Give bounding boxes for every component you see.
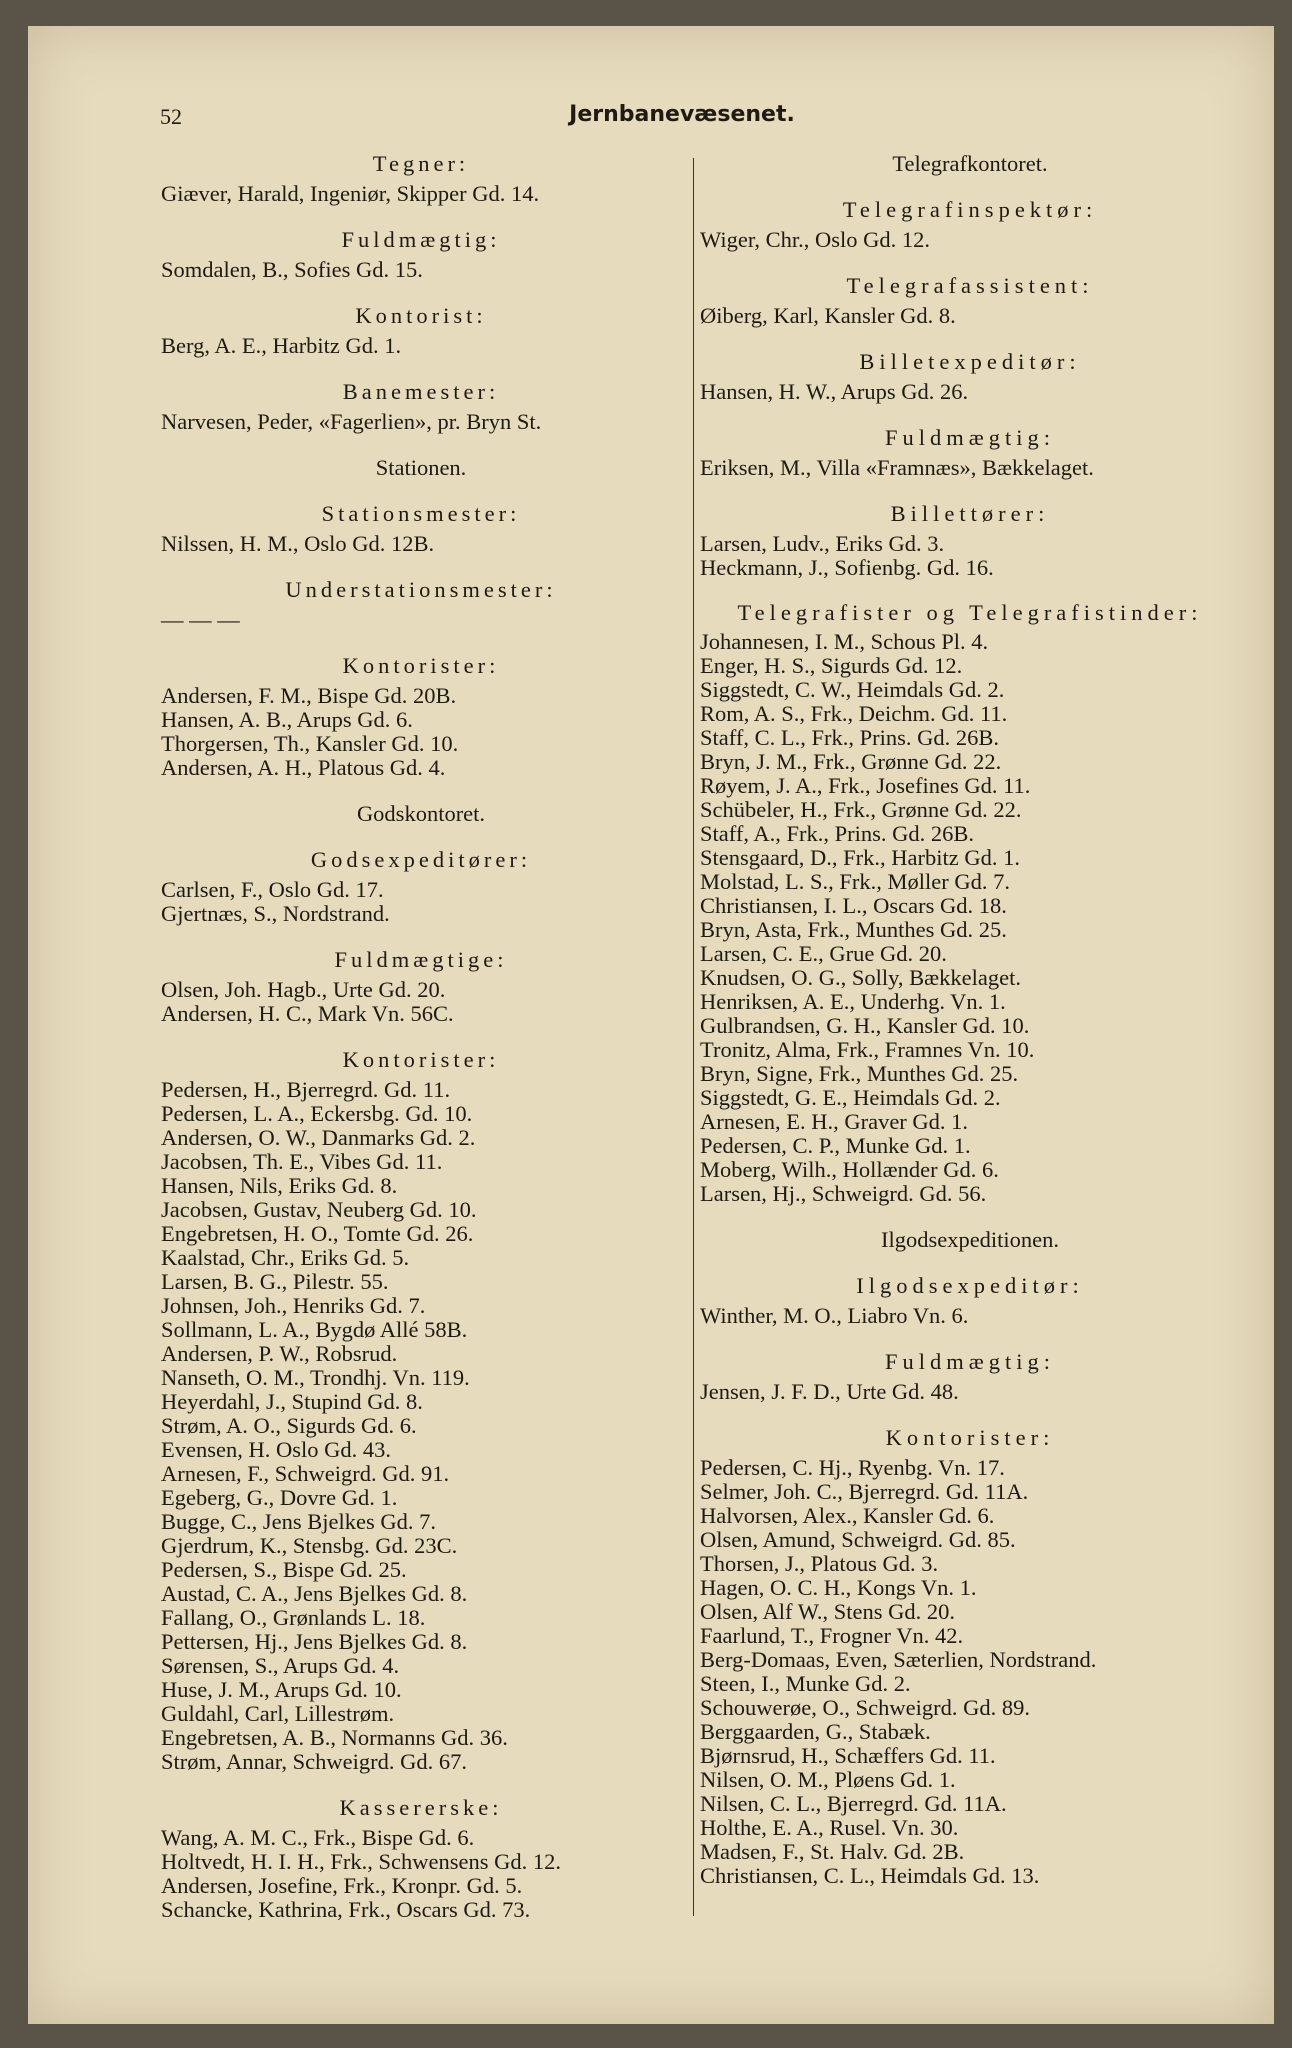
directory-section [700,1274,1240,1328]
directory-entry: Johnsen, Joh., Henriks Gd. 7. [161,1293,426,1318]
department-heading: Telegrafkontoret. [892,151,1048,176]
directory-entry: Jacobsen, Gustav, Neuberg Gd. 10. [161,1197,477,1222]
directory-entry: Giæver, Harald, Ingeniør, Skipper Gd. 14. [161,181,540,206]
left-column [161,152,681,1922]
directory-entry: Bugge, C., Jens Bjelkes Gd. 7. [161,1509,436,1534]
position-heading: Fuldmægtig: [341,227,501,252]
directory-entry: Enger, H. S., Sigurds Gd. 12. [700,653,963,678]
directory-section [161,948,681,1026]
directory-entry: Tronitz, Alma, Frk., Framnes Vn. 10. [700,1037,1035,1062]
directory-entry: Berg, A. E., Harbitz Gd. 1. [161,333,402,358]
directory-entry: Bryn, J. M., Frk., Grønne Gd. 22. [700,749,1002,774]
directory-entry: Bryn, Signe, Frk., Munthes Gd. 25. [700,1061,1019,1086]
directory-entry: Olsen, Joh. Hagb., Urte Gd. 20. [161,977,446,1002]
position-heading: Kontorister: [342,653,500,678]
directory-entry: Andersen, O. W., Danmarks Gd. 2. [161,1125,476,1150]
directory-entry: Siggstedt, G. E., Heimdals Gd. 2. [700,1085,1001,1110]
directory-entry: Molstad, L. S., Frk., Møller Gd. 7. [700,869,1011,894]
directory-section [161,502,681,556]
directory-entry: Sørensen, S., Arups Gd. 4. [161,1653,400,1678]
directory-entry: Austad, C. A., Jens Bjelkes Gd. 8. [161,1581,468,1606]
directory-entry: Schancke, Kathrina, Frk., Oscars Gd. 73. [161,1897,531,1922]
directory-section [700,602,1240,1206]
directory-entry: Larsen, C. E., Grue Gd. 20. [700,941,947,966]
position-heading: Telegrafassistent: [846,273,1094,298]
directory-entry: Larsen, B. G., Pilestr. 55. [161,1269,389,1294]
directory-entry: Steen, I., Munke Gd. 2. [700,1671,911,1696]
directory-entry: Hansen, Nils, Eriks Gd. 8. [161,1173,398,1198]
directory-entry: Wiger, Chr., Oslo Gd. 12. [700,227,931,252]
directory-entry: Bjørnsrud, H., Schæffers Gd. 11. [700,1743,996,1768]
directory-entry: Stensgaard, D., Frk., Harbitz Gd. 1. [700,845,1020,870]
column-divider [693,158,694,1916]
directory-entry: Evensen, H. Oslo Gd. 43. [161,1437,391,1462]
position-heading: Billetexpeditør: [859,349,1081,374]
position-heading: Telegrafinspektør: [842,197,1098,222]
page-header [132,104,1232,144]
directory-entry: Andersen, P. W., Robsrud. [161,1341,398,1366]
directory-entry: Egeberg, G., Dovre Gd. 1. [161,1485,398,1510]
directory-entry: Christiansen, I. L., Oscars Gd. 18. [700,893,1007,918]
directory-section [700,426,1240,480]
directory-entry: Guldahl, Carl, Lillestrøm. [161,1701,395,1726]
directory-entry: Berg-Domaas, Even, Sæterlien, Nordstrand. [700,1647,1097,1672]
directory-entry: Jensen, J. F. D., Urte Gd. 48. [700,1379,959,1404]
directory-entry: Øiberg, Karl, Kansler Gd. 8. [700,303,956,328]
directory-section [161,1048,681,1774]
right-column [700,152,1240,1888]
directory-entry: Olsen, Alf W., Stens Gd. 20. [700,1599,956,1624]
directory-entry: Larsen, Ludv., Eriks Gd. 3. [700,531,945,556]
directory-section [161,802,681,826]
directory-entry: Holtvedt, H. I. H., Frk., Schwensens Gd. 12. [161,1849,561,1874]
directory-entry: Schübeler, H., Frk., Grønne Gd. 22. [700,797,1022,822]
directory-section [700,350,1240,404]
directory-section [161,848,681,926]
directory-entry: Nanseth, O. M., Trondhj. Vn. 119. [161,1365,470,1390]
directory-entry: Halvorsen, Alex., Kansler Gd. 6. [700,1503,995,1528]
department-heading: Stationen. [375,455,467,480]
directory-entry: Carlsen, F., Oslo Gd. 17. [161,877,384,902]
position-heading: Kontorister: [342,1047,500,1072]
directory-entry: Johannesen, I. M., Schous Pl. 4. [700,629,989,654]
directory-entry: Arnesen, E. H., Graver Gd. 1. [700,1109,969,1134]
directory-entry: Selmer, Joh. C., Bjerregrd. Gd. 11A. [700,1479,1029,1504]
directory-entry: Engebretsen, H. O., Tomte Gd. 26. [161,1221,474,1246]
directory-entry: Andersen, H. C., Mark Vn. 56C. [161,1001,454,1026]
directory-entry: Huse, J. M., Arups Gd. 10. [161,1677,402,1702]
directory-entry: Hansen, A. B., Arups Gd. 6. [161,707,413,732]
directory-entry: Schouwerøe, O., Schweigrd. Gd. 89. [700,1695,1030,1720]
directory-entry: Sollmann, L. A., Bygdø Allé 58B. [161,1317,468,1342]
directory-entry: Pedersen, L. A., Eckersbg. Gd. 10. [161,1101,473,1126]
directory-entry: Pedersen, C. P., Munke Gd. 1. [700,1133,971,1158]
position-heading: Ilgodsexpeditør: [856,1273,1084,1298]
directory-entry: Moberg, Wilh., Hollænder Gd. 6. [700,1157,999,1182]
directory-entry: Henriksen, A. E., Underhg. Vn. 1. [700,989,1006,1014]
directory-entry: Staff, A., Frk., Prins. Gd. 26B. [700,821,974,846]
position-heading: Fuldmægtig: [884,1349,1056,1374]
directory-section [161,456,681,480]
position-heading: Kontorist: [355,303,487,328]
directory-entry: Kaalstad, Chr., Eriks Gd. 5. [161,1245,410,1270]
position-heading: Fuldmægtige: [334,947,508,972]
department-heading: Godskontoret. [356,801,486,826]
directory-entry: Fallang, O., Grønlands L. 18. [161,1605,426,1630]
directory-entry: Wang, A. M. C., Frk., Bispe Gd. 6. [161,1825,475,1850]
directory-entry: Christiansen, C. L., Heimdals Gd. 13. [700,1863,1040,1888]
directory-entry: Knudsen, O. G., Solly, Bækkelaget. [700,965,1022,990]
directory-entry: Bryn, Asta, Frk., Munthes Gd. 25. [700,917,1007,942]
directory-entry: Heyerdahl, J., Stupind Gd. 8. [161,1389,423,1414]
directory-entry: Gjertnæs, S., Nordstrand. [161,901,390,926]
directory-entry: Røyem, J. A., Frk., Josefines Gd. 11. [700,773,1031,798]
directory-entry: Gjerdrum, K., Stensbg. Gd. 23C. [161,1533,458,1558]
directory-entry: Pedersen, C. Hj., Ryenbg. Vn. 17. [700,1455,1005,1480]
directory-entry: Nilsen, C. L., Bjerregrd. Gd. 11A. [700,1791,1007,1816]
directory-entry: Arnesen, F., Schweigrd. Gd. 91. [161,1461,450,1486]
directory-entry: Engebretsen, A. B., Normanns Gd. 36. [161,1725,508,1750]
directory-entry: Andersen, F. M., Bispe Gd. 20B. [161,683,457,708]
directory-entry: Olsen, Amund, Schweigrd. Gd. 85. [700,1527,1016,1552]
position-heading: Kassererske: [339,1795,503,1820]
directory-entry: Hagen, O. C. H., Kongs Vn. 1. [700,1575,977,1600]
directory-section [700,152,1240,176]
directory-entry: Winther, M. O., Liabro Vn. 6. [700,1303,969,1328]
directory-entry: Heckmann, J., Sofienbg. Gd. 16. [700,555,994,580]
directory-entry: Siggstedt, C. W., Heimdals Gd. 2. [700,677,1005,702]
directory-entry: Strøm, Annar, Schweigrd. Gd. 67. [161,1749,467,1774]
position-heading: Understationsmester: [285,577,557,602]
directory-entry: Nilsen, O. M., Pløens Gd. 1. [700,1767,956,1792]
position-heading: Godsexpeditører: [310,847,532,872]
directory-entry: Madsen, F., St. Halv. Gd. 2B. [700,1839,965,1864]
directory-section [700,1228,1240,1252]
directory-entry: Larsen, Hj., Schweigrd. Gd. 56. [700,1181,987,1206]
directory-entry: Narvesen, Peder, «Fagerlien», pr. Bryn St. [161,409,542,434]
position-heading: Kontorister: [885,1425,1055,1450]
directory-entry: Eriksen, M., Villa «Framnæs», Bækkelaget. [700,455,1094,480]
directory-entry: Strøm, A. O., Sigurds Gd. 6. [161,1413,417,1438]
directory-section [700,198,1240,252]
directory-entry: Pedersen, H., Bjerregrd. Gd. 11. [161,1077,451,1102]
directory-entry: Thorsen, J., Platous Gd. 3. [700,1551,939,1576]
directory-entry: Thorgersen, Th., Kansler Gd. 10. [161,731,459,756]
position-heading: Telegrafister og Telegrafistinder: [737,600,1203,625]
directory-entry: Somdalen, B., Sofies Gd. 15. [161,257,423,282]
directory-section [700,1350,1240,1404]
directory-entry: Berggaarden, G., Stabæk. [700,1719,931,1744]
directory-entry: Jacobsen, Th. E., Vibes Gd. 11. [161,1149,443,1174]
directory-section [161,1796,681,1922]
directory-entry: — — — [161,607,240,632]
directory-entry: Nilssen, H. M., Oslo Gd. 12B. [161,531,435,556]
directory-section [161,228,681,282]
directory-section [700,502,1240,580]
directory-section [161,654,681,780]
directory-section [700,1426,1240,1888]
directory-entry: Faarlund, T., Frogner Vn. 42. [700,1623,964,1648]
directory-section [161,578,681,632]
running-title: Jernbanevæsenet. [569,102,795,127]
position-heading: Stationsmester: [321,501,521,526]
position-heading: Tegner: [372,151,470,176]
directory-section [700,274,1240,328]
directory-entry: Pedersen, S., Bispe Gd. 25. [161,1557,407,1582]
directory-section [161,152,681,206]
directory-entry: Rom, A. S., Frk., Deichm. Gd. 11. [700,701,1008,726]
directory-entry: Holthe, E. A., Rusel. Vn. 30. [700,1815,959,1840]
department-heading: Ilgodsexpeditionen. [880,1227,1060,1252]
position-heading: Fuldmægtig: [884,425,1056,450]
directory-entry: Gulbrandsen, G. H., Kansler Gd. 10. [700,1013,1030,1038]
position-heading: Banemester: [342,379,500,404]
directory-entry: Andersen, A. H., Platous Gd. 4. [161,755,446,780]
directory-entry: Staff, C. L., Frk., Prins. Gd. 26B. [700,725,999,750]
directory-section [161,380,681,434]
directory-entry: Andersen, Josefine, Frk., Kronpr. Gd. 5. [161,1873,523,1898]
directory-entry: Hansen, H. W., Arups Gd. 26. [700,379,969,404]
page-number: 52 [160,104,182,129]
directory-entry: Pettersen, Hj., Jens Bjelkes Gd. 8. [161,1629,468,1654]
position-heading: Billettører: [890,501,1050,526]
directory-section [161,304,681,358]
